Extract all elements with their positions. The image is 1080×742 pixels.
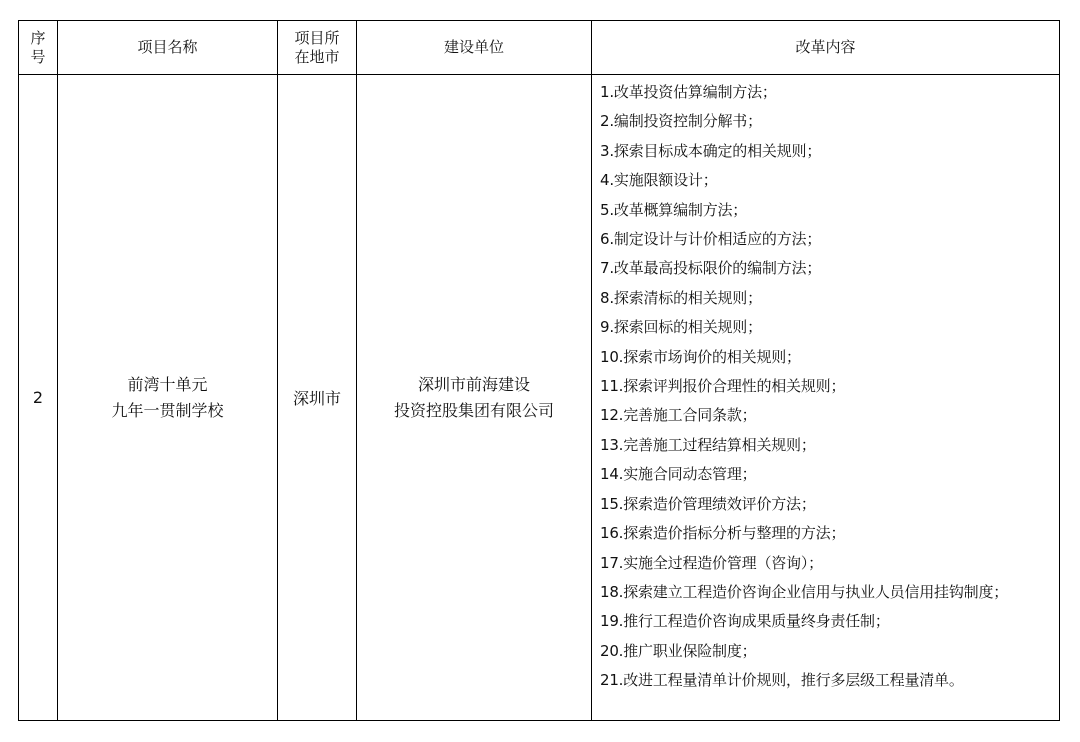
project-name-line-2: 九年一贯制学校 [111, 400, 224, 420]
reform-item: 13.完善施工过程结算相关规则； [600, 435, 816, 454]
table-row [19, 75, 1060, 721]
reform-item: 15.探索造价管理绩效评价方法； [600, 494, 816, 513]
builder-line-1: 深圳市前海建设 [417, 374, 530, 394]
header-seq-line-1: 序 [30, 28, 46, 47]
reform-item: 18.探索建立工程造价咨询企业信用与执业人员信用挂钩制度； [600, 582, 1009, 601]
header-builder [357, 21, 592, 75]
reform-item: 21.改进工程量清单计价规则，推行多层级工程量清单。 [600, 671, 964, 690]
reform-item: 4.实施限额设计； [600, 171, 718, 190]
reform-item: 1.改革投资估算编制方法； [600, 83, 777, 101]
header-builder-label: 建设单位 [443, 38, 504, 56]
reform-item: 14.实施合同动态管理； [600, 465, 757, 484]
reform-item: 2.编制投资控制分解书； [600, 112, 762, 131]
header-project-name [58, 21, 278, 75]
reform-item: 6.制定设计与计价相适应的方法； [600, 230, 822, 249]
reform-item: 11.探索评判报价合理性的相关规则； [600, 377, 846, 396]
cell-reform [592, 75, 1060, 721]
cell-project-name [58, 75, 278, 721]
reform-item: 10.探索市场询价的相关规则； [600, 347, 801, 366]
header-project-name-label: 项目名称 [137, 38, 198, 56]
reform-item: 12.完善施工合同条款； [600, 406, 757, 425]
header-location-line-2: 在地市 [294, 47, 340, 66]
header-seq [19, 21, 58, 75]
header-row [19, 21, 1060, 75]
reform-item: 7.改革最高投标限价的编制方法； [600, 259, 822, 278]
project-name-line-1: 前湾十单元 [127, 374, 208, 394]
table-header [19, 21, 1060, 75]
cell-seq: 2 [19, 75, 58, 721]
reform-list [600, 78, 1053, 696]
table-body [19, 75, 1060, 721]
cell-location: 深圳市 [278, 75, 357, 721]
header-location [278, 21, 357, 75]
reform-item: 3.探索目标成本确定的相关规则； [600, 141, 822, 160]
header-location-line-1: 项目所 [294, 28, 340, 47]
reform-table [18, 20, 1060, 721]
header-reform-label: 改革内容 [795, 38, 856, 56]
reform-item: 20.推广职业保险制度； [600, 641, 757, 660]
reform-item: 17.实施全过程造价管理（咨询）； [600, 553, 823, 572]
header-seq-line-2: 号 [30, 47, 46, 66]
cell-builder [357, 75, 592, 721]
header-reform [592, 21, 1060, 75]
reform-item: 19.推行工程造价咨询成果质量终身责任制； [600, 612, 890, 631]
reform-item: 16.探索造价指标分析与整理的方法； [600, 524, 846, 543]
reform-item: 5.改革概算编制方法； [600, 200, 748, 219]
builder-line-2: 投资控股集团有限公司 [393, 400, 554, 420]
reform-item: 9.探索回标的相关规则； [600, 318, 762, 337]
reform-item: 8.探索清标的相关规则； [600, 288, 762, 307]
